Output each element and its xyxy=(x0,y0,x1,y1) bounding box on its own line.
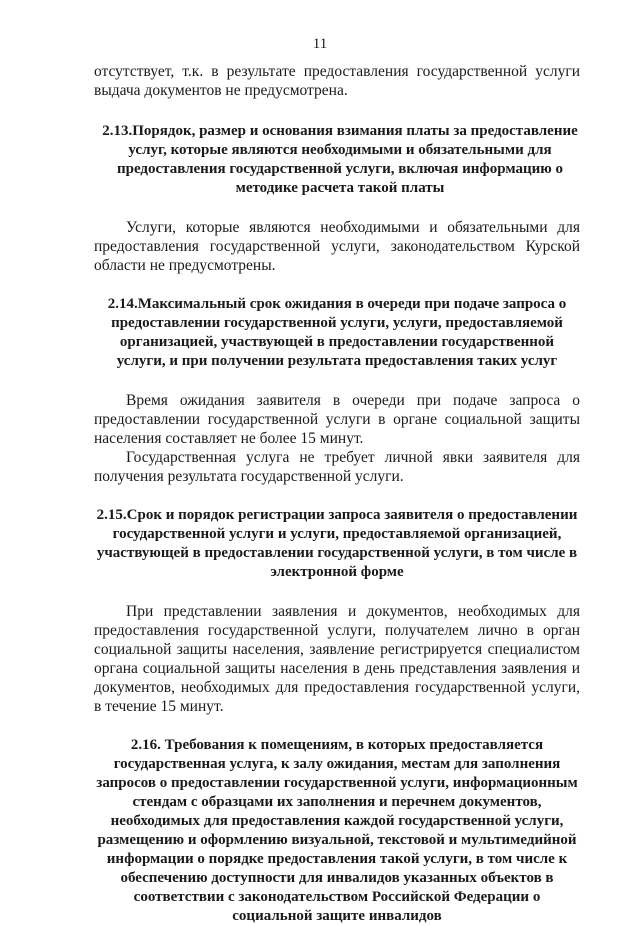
paragraph-2-14-attendance: Государственная услуга не требует личной явки заявителя для получения результата государственной услуги. xyxy=(94,449,580,485)
paragraph-2-15: При представлении заявления и документов, необходимых для предоставления государственной услуги, получателем лично в орган социальной защиты населения, заявление регистрируется специалистом органа социальной защиты населения в день представления заявления и документов, необходимых для предоставления государственной услуги, в течение 15 минут. xyxy=(94,603,580,715)
document-body xyxy=(94,60,580,926)
page-number: 11 xyxy=(312,36,328,52)
paragraph-intro: отсутствует, т.к. в результате предоставления государственной услуги выдача документов не предусмотрена. xyxy=(94,63,580,99)
section-heading-2-15: 2.15.Срок и порядок регистрации запроса заявителя о предоставлении государственной услуги и услуги, предоставляемой организацией, участвующей в предоставлении государственной услуги, в том числе в электронной форме xyxy=(96,507,578,580)
paragraph-2-13: Услуги, которые являются необходимыми и обязательными для предоставления государственной услуги, законодательством Курской области не предусмотрены. xyxy=(94,219,580,274)
section-heading-2-14: 2.14.Максимальный срок ожидания в очереди при подаче запроса о предоставлении государственной услуги, услуги, предоставляемой организацией, участвующей в предоставлении государственной услуги, и при получении результата предоставления таких услуг xyxy=(107,296,567,369)
section-heading-2-13: 2.13.Порядок, размер и основания взимания платы за предоставление услуг, которые являются необходимыми и обязательными для предоставления государственной услуги, включая информацию о методике расчета такой платы xyxy=(102,123,578,196)
section-heading-2-16: 2.16. Требования к помещениям, в которых предоставляется государственная услуга, к залу ожидания, местам для заполнения запросов о предоставлении государственной услуги, информационным стендам с образцами их заполнения и перечнем документов, необходимых для предоставления каждой государственной услуги, размещению и оформлению визуальной, текстовой и мультимедийной информации о порядке предоставления такой услуги, в том числе к обеспечению доступности для инвалидов указанных объектов в соответствии с законодательством Российской Федерации о социальной защите инвалидов xyxy=(96,737,578,924)
paragraph-2-14-queue: Время ожидания заявителя в очереди при подаче запроса о предоставлении государственной услуги в органе социальной защиты населения составляет не более 15 минут. xyxy=(94,392,580,447)
